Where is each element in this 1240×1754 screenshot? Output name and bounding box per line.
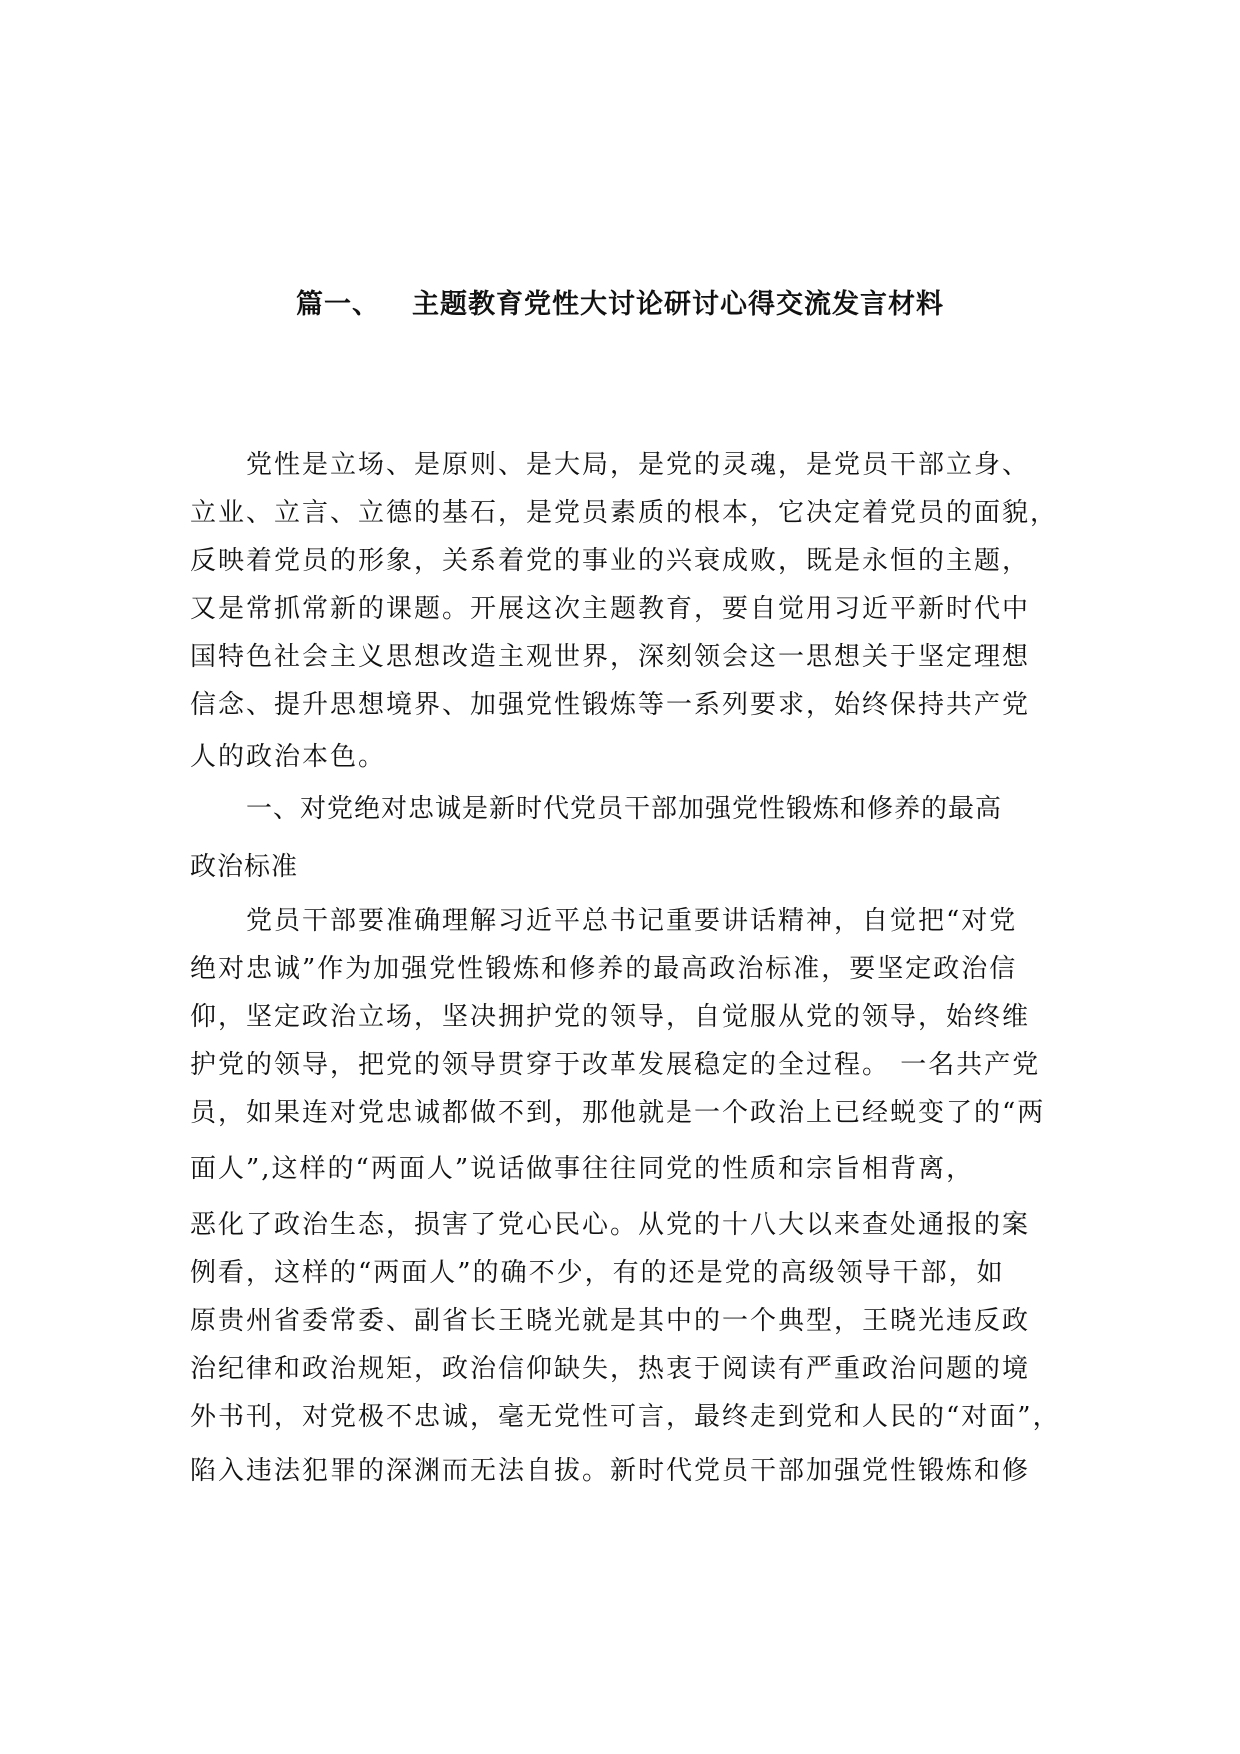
heading-line: 政治标准 — [190, 852, 299, 882]
paragraph-line: 立业、立言、立德的基石，是党员素质的根本，它决定着党员的面貌， — [190, 498, 1059, 528]
paragraph-line: 又是常抓常新的课题。开展这次主题教育，要自觉用习近平新时代中 — [190, 594, 1031, 624]
paragraph-line: 外书刊，对党极不忠诚，毫无党性可言，最终走到党和人民的“对面”， — [190, 1402, 1061, 1432]
heading-line: 一、对党绝对忠诚是新时代党员干部加强党性锻炼和修养的最高 — [246, 794, 1003, 824]
title-prefix: 篇一、 — [296, 289, 380, 320]
paragraph-line: 信念、提升思想境界、加强党性锻炼等一系列要求，始终保持共产党 — [190, 690, 1031, 720]
paragraph-line: 绝对忠诚”作为加强党性锻炼和修养的最高政治标准，要坚定政治信 — [190, 954, 1018, 984]
paragraph-line: 党员干部要准确理解习近平总书记重要讲话精神，自觉把“对党 — [246, 906, 1018, 936]
paragraph-line: 党性是立场、是原则、是大局，是党的灵魂，是党员干部立身、 — [246, 450, 1031, 480]
title-text: 主题教育党性大讨论研讨心得交流发言材料 — [412, 289, 944, 320]
paragraph-line: 恶化了政治生态，损害了党心民心。从党的十八大以来查处通报的案 — [190, 1210, 1031, 1240]
document-title — [0, 282, 1240, 321]
paragraph-line: 反映着党员的形象，关系着党的事业的兴衰成败，既是永恒的主题， — [190, 546, 1031, 576]
paragraph-line: 护党的领导，把党的领导贯穿于改革发展稳定的全过程。 一名共产党 — [190, 1050, 1041, 1080]
paragraph-line: 仰，坚定政治立场，坚决拥护党的领导，自觉服从党的领导，始终维 — [190, 1002, 1031, 1032]
paragraph-line: 例看，这样的“两面人”的确不少，有的还是党的高级领导干部，如 — [190, 1258, 1005, 1288]
paragraph-line: 人的政治本色。 — [190, 742, 387, 772]
paragraph-line: 面人”,这样的“两面人”说话做事往往同党的性质和宗旨相背离， — [190, 1154, 975, 1184]
paragraph-line: 员，如果连对党忠诚都做不到，那他就是一个政治上已经蜕变了的“两 — [190, 1098, 1046, 1128]
paragraph-line: 国特色社会主义思想改造主观世界，深刻领会这一思想关于坚定理想 — [190, 642, 1031, 672]
paragraph-line: 原贵州省委常委、副省长王晓光就是其中的一个典型，王晓光违反政 — [190, 1306, 1031, 1336]
paragraph-line: 治纪律和政治规矩，政治信仰缺失，热衷于阅读有严重政治问题的境 — [190, 1354, 1031, 1384]
paragraph-line: 陷入违法犯罪的深渊而无法自拔。新时代党员干部加强党性锻炼和修 — [190, 1456, 1031, 1486]
